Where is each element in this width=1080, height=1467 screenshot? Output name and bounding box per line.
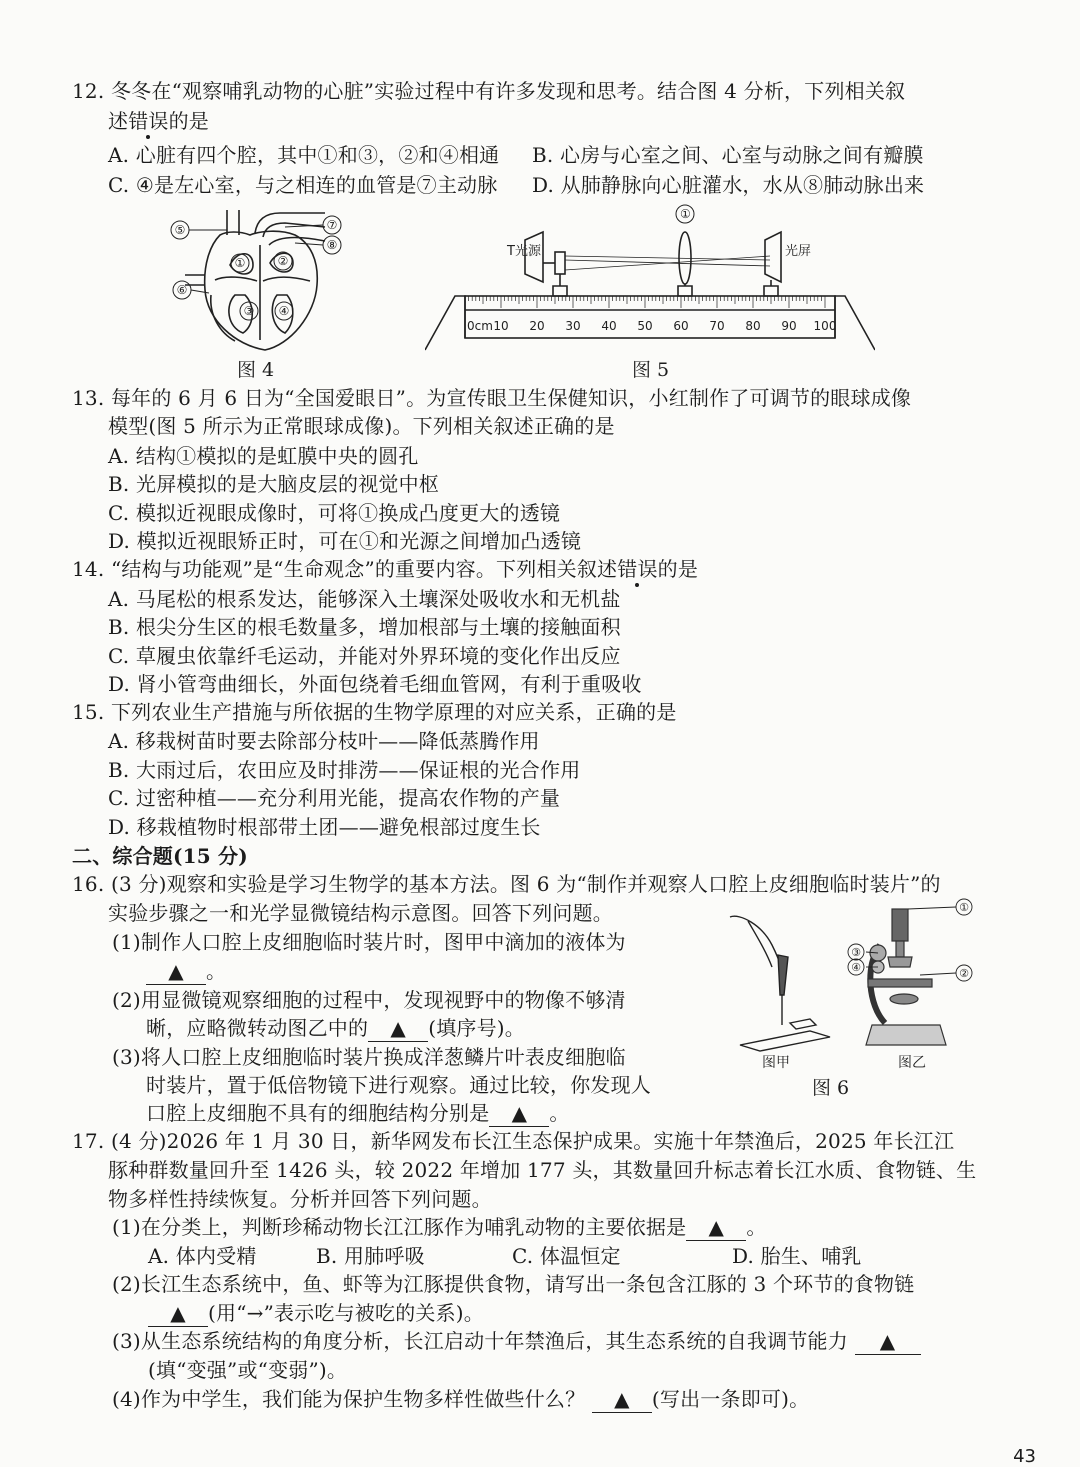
heart-label: ⑥ [176, 283, 188, 297]
answer-blank[interactable]: ▲ [855, 1328, 921, 1355]
microscope-label: ② [959, 967, 969, 980]
q13-stem-line1: 13. 每年的 6 月 6 日为“全国爱眼日”。为宣传眼卫生保健知识，小红制作了可调节的眼球成像 [72, 386, 912, 410]
ruler-tick-label: 30 [565, 319, 581, 333]
figure-6-caption: 图 6 [812, 1077, 850, 1099]
q14-option-a: A. 马尾松的根系发达，能够深入土壤深处吸收水和无机盐 [108, 587, 621, 611]
q15-option-d: D. 移栽植物时根部带土团——避免根部过度生长 [108, 815, 541, 839]
q14-option-d: D. 肾小管弯曲细长，外面包绕着毛细血管网，有利于重吸收 [108, 672, 642, 696]
q13-option-a: A. 结构①模拟的是虹膜中央的圆孔 [108, 444, 419, 468]
figure-6-sub-b: 图乙 [898, 1055, 926, 1071]
q16-part3-line3: 口腔上皮细胞不具有的细胞结构分别是 ▲ 。 [146, 1101, 570, 1125]
q12-option-b: B. 心房与心室之间、心室与动脉之间有瓣膜 [532, 143, 924, 167]
q15-option-a: A. 移栽树苗时要去除部分枝叶——降低蒸腾作用 [108, 729, 540, 753]
ruler-tick-label: 80 [745, 319, 761, 333]
ruler-tick-label: 10 [493, 319, 509, 333]
q16-part1-line2: ▲ 。 [146, 958, 226, 985]
section-2-heading: 二、综合题(15 分) [72, 844, 248, 868]
microscope-label: ③ [851, 946, 861, 959]
q17-stem-line3: 物多样性持续恢复。分析并回答下列问题。 [108, 1187, 492, 1211]
lens-label: ① [680, 207, 691, 221]
heart-label: ⑧ [326, 238, 338, 252]
q17-option-d: D. 胎生、哺乳 [732, 1244, 862, 1268]
microscope-label: ④ [851, 961, 861, 974]
heart-label: ⑦ [326, 218, 338, 232]
heart-label: ② [277, 254, 289, 268]
q17-option-b: B. 用肺呼吸 [316, 1244, 425, 1268]
q15-option-b: B. 大雨过后，农田应及时排涝——保证根的光合作用 [108, 758, 581, 782]
answer-blank[interactable]: ▲ [489, 1100, 549, 1127]
q12-option-d: D. 从肺静脉向心脏灌水，水从⑧肺动脉出来 [532, 173, 925, 197]
q17-part4: (4)作为中学生，我们能为保护生物多样性做些什么？ ▲ (写出一条即可)。 [112, 1387, 810, 1411]
light-source-label: T光源 [507, 244, 541, 259]
q16-part2-line1: (2)用显微镜观察细胞的过程中，发现视野中的物像不够清 [112, 988, 626, 1012]
microscope-label: ① [959, 901, 969, 914]
q16-stem-line2: 实验步骤之一和光学显微镜结构示意图。回答下列问题。 [108, 901, 613, 925]
q16-part2-line2: 晰，应略微转动图乙中的 ▲ (填序号)。 [146, 1016, 526, 1040]
q16-part3-line1: (3)将人口腔上皮细胞临时装片换成洋葱鳞片叶表皮细胞临 [112, 1045, 626, 1069]
figure-6-sub-a: 图甲 [762, 1055, 790, 1071]
ruler-zero-label: 0cm [467, 319, 493, 333]
q16-stem-line1: 16. (3 分)观察和实验是学习生物学的基本方法。图 6 为“制作并观察人口腔上皮细胞临时装片”的 [72, 872, 941, 896]
heart-label: ④ [278, 304, 290, 318]
answer-blank[interactable]: ▲ [146, 958, 206, 985]
q12-stem-line1: 12. 冬冬在“观察哺乳动物的心脏”实验过程中有许多发现和思考。结合图 4 分析，下列相关叙 [72, 79, 906, 103]
ruler-tick-label: 60 [673, 319, 689, 333]
q14-stem: 14. “结构与功能观”是“生命观念”的重要内容。下列相关叙述错误的是 [72, 557, 699, 581]
answer-blank[interactable]: ▲ [368, 1015, 428, 1042]
ruler-tick-label: 100 [813, 319, 837, 333]
figure-5-caption: 图 5 [632, 359, 670, 381]
ruler-tick-label: 90 [781, 319, 797, 333]
q14-option-c: C. 草履虫依靠纤毛运动，并能对外界环境的变化作出反应 [108, 644, 621, 668]
q13-option-d: D. 模拟近视眼矫正时，可在①和光源之间增加凸透镜 [108, 529, 582, 553]
q13-option-c: C. 模拟近视眼成像时，可将①换成凸度更大的透镜 [108, 501, 561, 525]
q17-part2-line1: (2)长江生态系统中，鱼、虾等为江豚提供食物，请写出一条包含江豚的 3 个环节的食物链 [112, 1272, 915, 1296]
heart-label: ③ [243, 304, 255, 318]
answer-blank[interactable]: ▲ [592, 1386, 652, 1413]
ruler-tick-label: 70 [709, 319, 725, 333]
ruler-tick-label: 50 [637, 319, 653, 333]
q17-part3-line1: (3)从生态系统结构的角度分析，长江启动十年禁渔后，其生态系统的自我调节能力 ▲ [112, 1328, 921, 1355]
heart-diagram [165, 205, 355, 355]
q17-stem-line2: 豚种群数量回升至 1426 头，较 2022 年增加 177 头，其数量回升标志着长江水质、食物链、生 [108, 1158, 977, 1182]
heart-label: ① [234, 256, 246, 270]
optical-bench-diagram [425, 200, 875, 355]
q13-stem-line2: 模型(图 5 所示为正常眼球成像)。下列相关叙述正确的是 [108, 414, 615, 438]
ruler-tick-label: 40 [601, 319, 617, 333]
q13-option-b: B. 光屏模拟的是大脑皮层的视觉中枢 [108, 472, 440, 496]
heart-label: ⑤ [174, 223, 186, 237]
q17-part3-line2: (填“变强”或“变弱”)。 [148, 1358, 348, 1382]
ruler-tick-label: 20 [529, 319, 545, 333]
q12-option-c: C. ④是左心室，与之相连的血管是⑦主动脉 [108, 173, 498, 197]
q17-part1: (1)在分类上，判断珍稀动物长江江豚作为哺乳动物的主要依据是 ▲ 。 [112, 1215, 767, 1239]
q12-stem-line2: 述错误的是 [108, 109, 210, 133]
q12-option-a: A. 心脏有四个腔，其中①和③，②和④相通 [108, 143, 500, 167]
q15-option-c: C. 过密种植——充分利用光能，提高农作物的产量 [108, 786, 561, 810]
answer-blank[interactable]: ▲ [686, 1214, 746, 1241]
q17-option-c: C. 体温恒定 [512, 1244, 621, 1268]
page-number: 43 [1013, 1446, 1036, 1467]
microscope-diagram [700, 895, 980, 1075]
q14-option-b: B. 根尖分生区的根毛数量多，增加根部与土壤的接触面积 [108, 615, 621, 639]
q17-stem-line1: 17. (4 分)2026 年 1 月 30 日，新华网发布长江生态保护成果。实施十年禁渔后，2025 年长江江 [72, 1129, 955, 1153]
q17-part2-line2: ▲ (用“→”表示吃与被吃的关系)。 [148, 1300, 484, 1327]
q15-stem: 15. 下列农业生产措施与所依据的生物学原理的对应关系，正确的是 [72, 700, 677, 724]
q17-option-a: A. 体内受精 [148, 1244, 257, 1268]
q16-part1-line1: (1)制作人口腔上皮细胞临时装片时，图甲中滴加的液体为 [112, 930, 626, 954]
answer-blank[interactable]: ▲ [148, 1300, 208, 1327]
q16-part3-line2: 时装片，置于低倍物镜下进行观察。通过比较，你发现人 [146, 1073, 651, 1097]
figure-4-caption: 图 4 [237, 359, 275, 381]
screen-label: 光屏 [785, 244, 812, 259]
